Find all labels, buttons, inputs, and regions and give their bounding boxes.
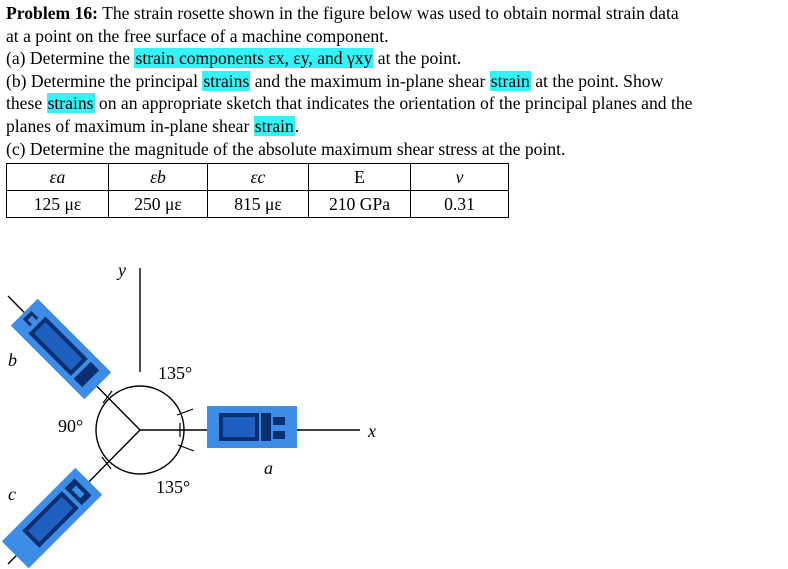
part-b-mid: and the maximum in-plane shear (250, 70, 490, 91)
problem-title: Problem 16: (6, 3, 99, 23)
gauge-c (2, 468, 102, 568)
part-b3-prefix: planes of maximum in-plane shear (6, 115, 254, 136)
value-poisson: 0.31 (411, 191, 509, 218)
part-b-suffix: at the point. Show (530, 70, 664, 91)
header-modulus: E (309, 164, 411, 191)
label-y: y (118, 260, 126, 280)
part-a-prefix: (a) Determine the (6, 48, 135, 69)
angle-label-top: 135° (158, 363, 193, 383)
value-epsilon-b: 250 με (109, 191, 208, 218)
part-b2-suffix: on an appropriate sketch that indicates the orientation of the principal planes and the (94, 93, 693, 114)
part-b3-highlight: strain (254, 115, 294, 136)
problem-intro-2: at a point on the free surface of a machine component. (6, 25, 389, 46)
part-b2-prefix: these (6, 93, 47, 114)
part-b-highlight-strain: strain (490, 70, 530, 91)
part-b3-suffix: . (294, 115, 300, 136)
header-epsilon-b: εb (109, 164, 208, 191)
angle-label-bottom: 135° (156, 477, 191, 497)
gauge-a (207, 406, 297, 448)
label-a: a (264, 458, 273, 478)
part-c-text: (c) Determine the magnitude of the absolute maximum shear stress at the point. (6, 138, 566, 159)
header-epsilon-c: εc (208, 164, 309, 191)
value-epsilon-c: 815 με (208, 191, 309, 218)
header-epsilon-a: εa (7, 164, 109, 191)
problem-intro-1: The strain rosette shown in the figure below was used to obtain normal strain data (102, 3, 679, 23)
part-b-prefix: (b) Determine the principal (6, 70, 203, 91)
part-b2-highlight: strains (47, 93, 94, 114)
header-poisson: ν (411, 164, 509, 191)
value-epsilon-a: 125 με (7, 191, 109, 218)
label-b: b (8, 350, 17, 370)
value-modulus: 210 GPa (309, 191, 411, 218)
angle-label-left: 90° (58, 416, 84, 436)
label-c: c (8, 484, 16, 504)
part-b-highlight-strains: strains (203, 70, 250, 91)
part-a-highlight: strain components εx, εy, and γxy (135, 48, 373, 69)
part-a-suffix: at the point. (373, 48, 462, 69)
label-x: x (368, 421, 376, 441)
gauge-b (11, 299, 111, 399)
